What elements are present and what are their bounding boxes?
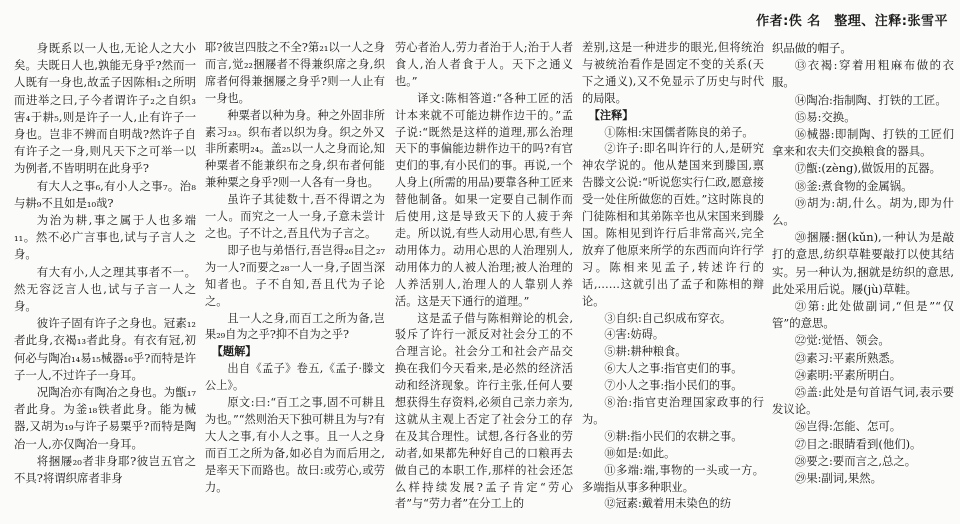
- note: ⑨耕:指小民们的农耕之事。: [604, 429, 743, 443]
- paragraph: 这是孟子借与陈相辩论的机会,驳斥了许行一派反对社会分工的不合理言论。社会分工和社会产品交换在我们今天看来,是必然的经济活动和经济现象。许行主张,任何人要想获得生存资料,必须自己亲力亲为,这就从主观上否定了社会分工的存在及其合理性。试想,各行各业的劳动者,如果都先种好自己的口粮再去做自己的本职工作,那样的社会还怎么样持续发展?孟子肯定“劳心者”与“劳力者”在分工上的: [395, 311, 573, 511]
- note: ⑲胡为:胡,什么。胡为,即为什么。: [772, 195, 954, 228]
- note: ⑰甑:(zèng),做饭用的瓦器。: [794, 161, 942, 176]
- paragraph: 劳心者治人,劳力者治于人;治于人者食人,治人者食于人。天下之通义也。”: [395, 41, 573, 88]
- note: ㉑第:此处做副词,“但是”“仅管”的意思。: [772, 299, 954, 331]
- paragraph: 身既系以一人也,无论人之大小矣。夫既日人也,孰能无身乎?然而一人既有一身也,故孟子因陈相₁之所明而进举之曰,子今者谓许子₂之自织₃害₄于耕₅,则是许子一人,止有许子一身也。岂非不辨而自明哉?然许子自有许子之一身,则凡天下之可举一以为例者,不皆明明在此身乎?: [14, 41, 196, 176]
- note: ⑪多端:端,事物的一头或一方。多端指从事多种职业。: [582, 463, 764, 494]
- paragraph: 耶?彼岂四肢之不全?第₂₁以一人之身而言,觉₂₂捆屦者不得兼织席之身,织席者何得兼捆屦之身乎?则一人止有一身也。: [205, 41, 385, 105]
- note: ㉕盖:此处是句首语气词,表示要发议论。: [772, 385, 954, 417]
- paragraph: 原文:曰:“百工之事,固不可耕且为也。”“然则治天下独可耕且为与?有大人之事,有小人之事。且一人之身而百工之所为备,如必自为而后用之,是率天下而路也。故曰:或劳心,或劳力。: [205, 396, 385, 494]
- note: ㉔素明:平素所明白。: [794, 367, 902, 382]
- paragraph: 有大有小,人之理其事者不一。然无容泛言人也,试与子言一人之身。: [14, 264, 196, 314]
- note: ⑬衣褐:穿着用粗麻布做的衣服。: [772, 58, 954, 90]
- column-4: [582, 40, 764, 513]
- column-2: [205, 40, 385, 496]
- note: ⑭陶冶:指制陶、打铁的工匠。: [794, 92, 947, 107]
- paragraph: 有大人之事₆,有小人之事₇。治₈与耕₉不且如是₁₀哉?: [14, 178, 196, 210]
- note: ⑦小人之事:指小民们的事。: [604, 379, 743, 393]
- paragraph: 况陶冶亦有陶冶之身也。为甑₁₇者此身。为釜₁₈铁者此身。能为械器,又胡为₁₉与许子易粟乎?而特是陶冶一人,亦仅陶冶一身耳。: [14, 385, 196, 451]
- paragraph: 为治为耕,事之属于人也多端₁₁。然不必广言事也,试与子言人之身。: [14, 213, 196, 262]
- note: ⑫冠素:戴着用未染色的纺: [604, 497, 732, 511]
- section-heading-explanation: 【题解】: [211, 345, 257, 359]
- paragraph: 彼许子固有许子之身也。冠素₁₂者此身,衣褐₁₃者此身。有衣有冠,初何必与陶冶₁₄易₁₅械器₁₆乎?而特是许子一人,不过许子一身耳。: [14, 316, 196, 382]
- paragraph: 将捆屦₂₀者非身耶?彼岂五官之不具?将谓织席者非身: [14, 453, 196, 486]
- paragraph: 虽许子其徒数十,吾不得谓之为一人。而究之一人一身,子意未尝计之也。子不计之,吾且代为子言之。: [205, 193, 385, 240]
- note: ⑳捆屦:捆(kǔn),一种认为是敲打的意思,纺织草鞋要敲打以使其结实。另一种认为,捆就是纺织的意思,此处采用后说。屦(jù)草鞋。: [772, 230, 954, 296]
- note: ㉗目之:眼睛看到(他们)。: [794, 436, 922, 451]
- paragraph: 即子也与弟悟行,吾岂得₂₆目之₂₇为一人?而要之₂₈一人一身,子固当深知者也。子不自知,吾且代为子论之。: [205, 243, 385, 308]
- note: ⑧治:指官吏治理国家政事的行为。: [582, 396, 764, 426]
- note: ②许子:即名叫许行的人,是研究神农学说的。他从楚国来到滕国,禀告滕文公说:“听说您实行仁政,愿意接受一处住所做您的百姓。”这时陈良的门徒陈相和其弟陈辛也从宋国来到滕国。陈相见到许行后非常高兴,完全放弃了他原来所学的东西而向许行学习。陈相来见孟子,转述许行的话,……这就引出了孟子和陈相的辩论。: [582, 142, 764, 308]
- note: ㉒觉:觉悟、领会。: [794, 333, 890, 348]
- paragraph: 且一人之身,而百工之所为备,岂果₂₉自为之乎?抑不自为之乎?: [205, 311, 385, 342]
- author-credit: 作者:佚 名 整理、注释:张雪平: [756, 14, 948, 29]
- note: ⑩如是:如此。: [604, 446, 676, 460]
- paragraph: 差别,这是一种进步的眼光,但将统治与被统治看作是固定不变的关系(天下之通义),又不免显示了历史与时代的局限。: [582, 41, 764, 105]
- column-3: [395, 40, 573, 513]
- note: ㉙果:副词,果然。: [794, 471, 882, 486]
- note: ①陈相:宋国儒者陈良的弟子。: [604, 125, 754, 139]
- column-5: [772, 40, 954, 487]
- note: ㉖岂得:怎能、怎可。: [794, 419, 902, 434]
- paragraph: 种粟者以种为身。种之外固非所素习₂₃。织布者以织为身。织之外又非所素明₂₄。盖₂₅以一人之身而论,知种粟者不能兼织布之身,织布者何能兼种粟之身乎?则一人各有一身也。: [205, 108, 385, 190]
- note: ㉓素习:平素所熟悉。: [794, 350, 902, 365]
- note: ③自织:自己织成布穿衣。: [604, 311, 732, 325]
- section-heading-notes: 【注释】: [588, 108, 634, 122]
- note: ⑤耕:耕种粮食。: [604, 345, 687, 359]
- note: ⑱釜:煮食物的金属锅。: [794, 178, 913, 193]
- note: ⑯械器:即制陶、打铁的工匠们拿来和农夫们交换粮食的器具。: [772, 127, 954, 159]
- note: ㉘要之:要而言之,总之。: [794, 453, 917, 468]
- note: ④害:妨碍。: [604, 328, 665, 342]
- note: 织品做的帽子。: [772, 41, 852, 55]
- note: ⑥大人之事:指官吏们的事。: [604, 362, 743, 376]
- note: ⑮易:交换。: [794, 109, 856, 124]
- paragraph: 译文:陈相答道:“各种工匠的活计本来就不可能边耕作边干的。”孟子说:“既然是这样的道理,那么治理天下的事偏能边耕作边干的吗?有官吏们的事,有小民们的事。再说,一个人身上(所需的用品)要靠各种工匠来替他制备。如果一定要自己制作而后使用,这是导致天下的人疲于奔走。所以说,有些人动用心思,有些人动用体力。动用心思的人治理别人,动用体力的人被人治理;被人治理的人养活别人,治理人的人靠别人养活。这是天下通行的道理。”: [395, 91, 573, 308]
- column-1: [14, 40, 196, 487]
- paragraph: 出自《孟子》卷五,《孟子·滕文公上》。: [205, 362, 385, 393]
